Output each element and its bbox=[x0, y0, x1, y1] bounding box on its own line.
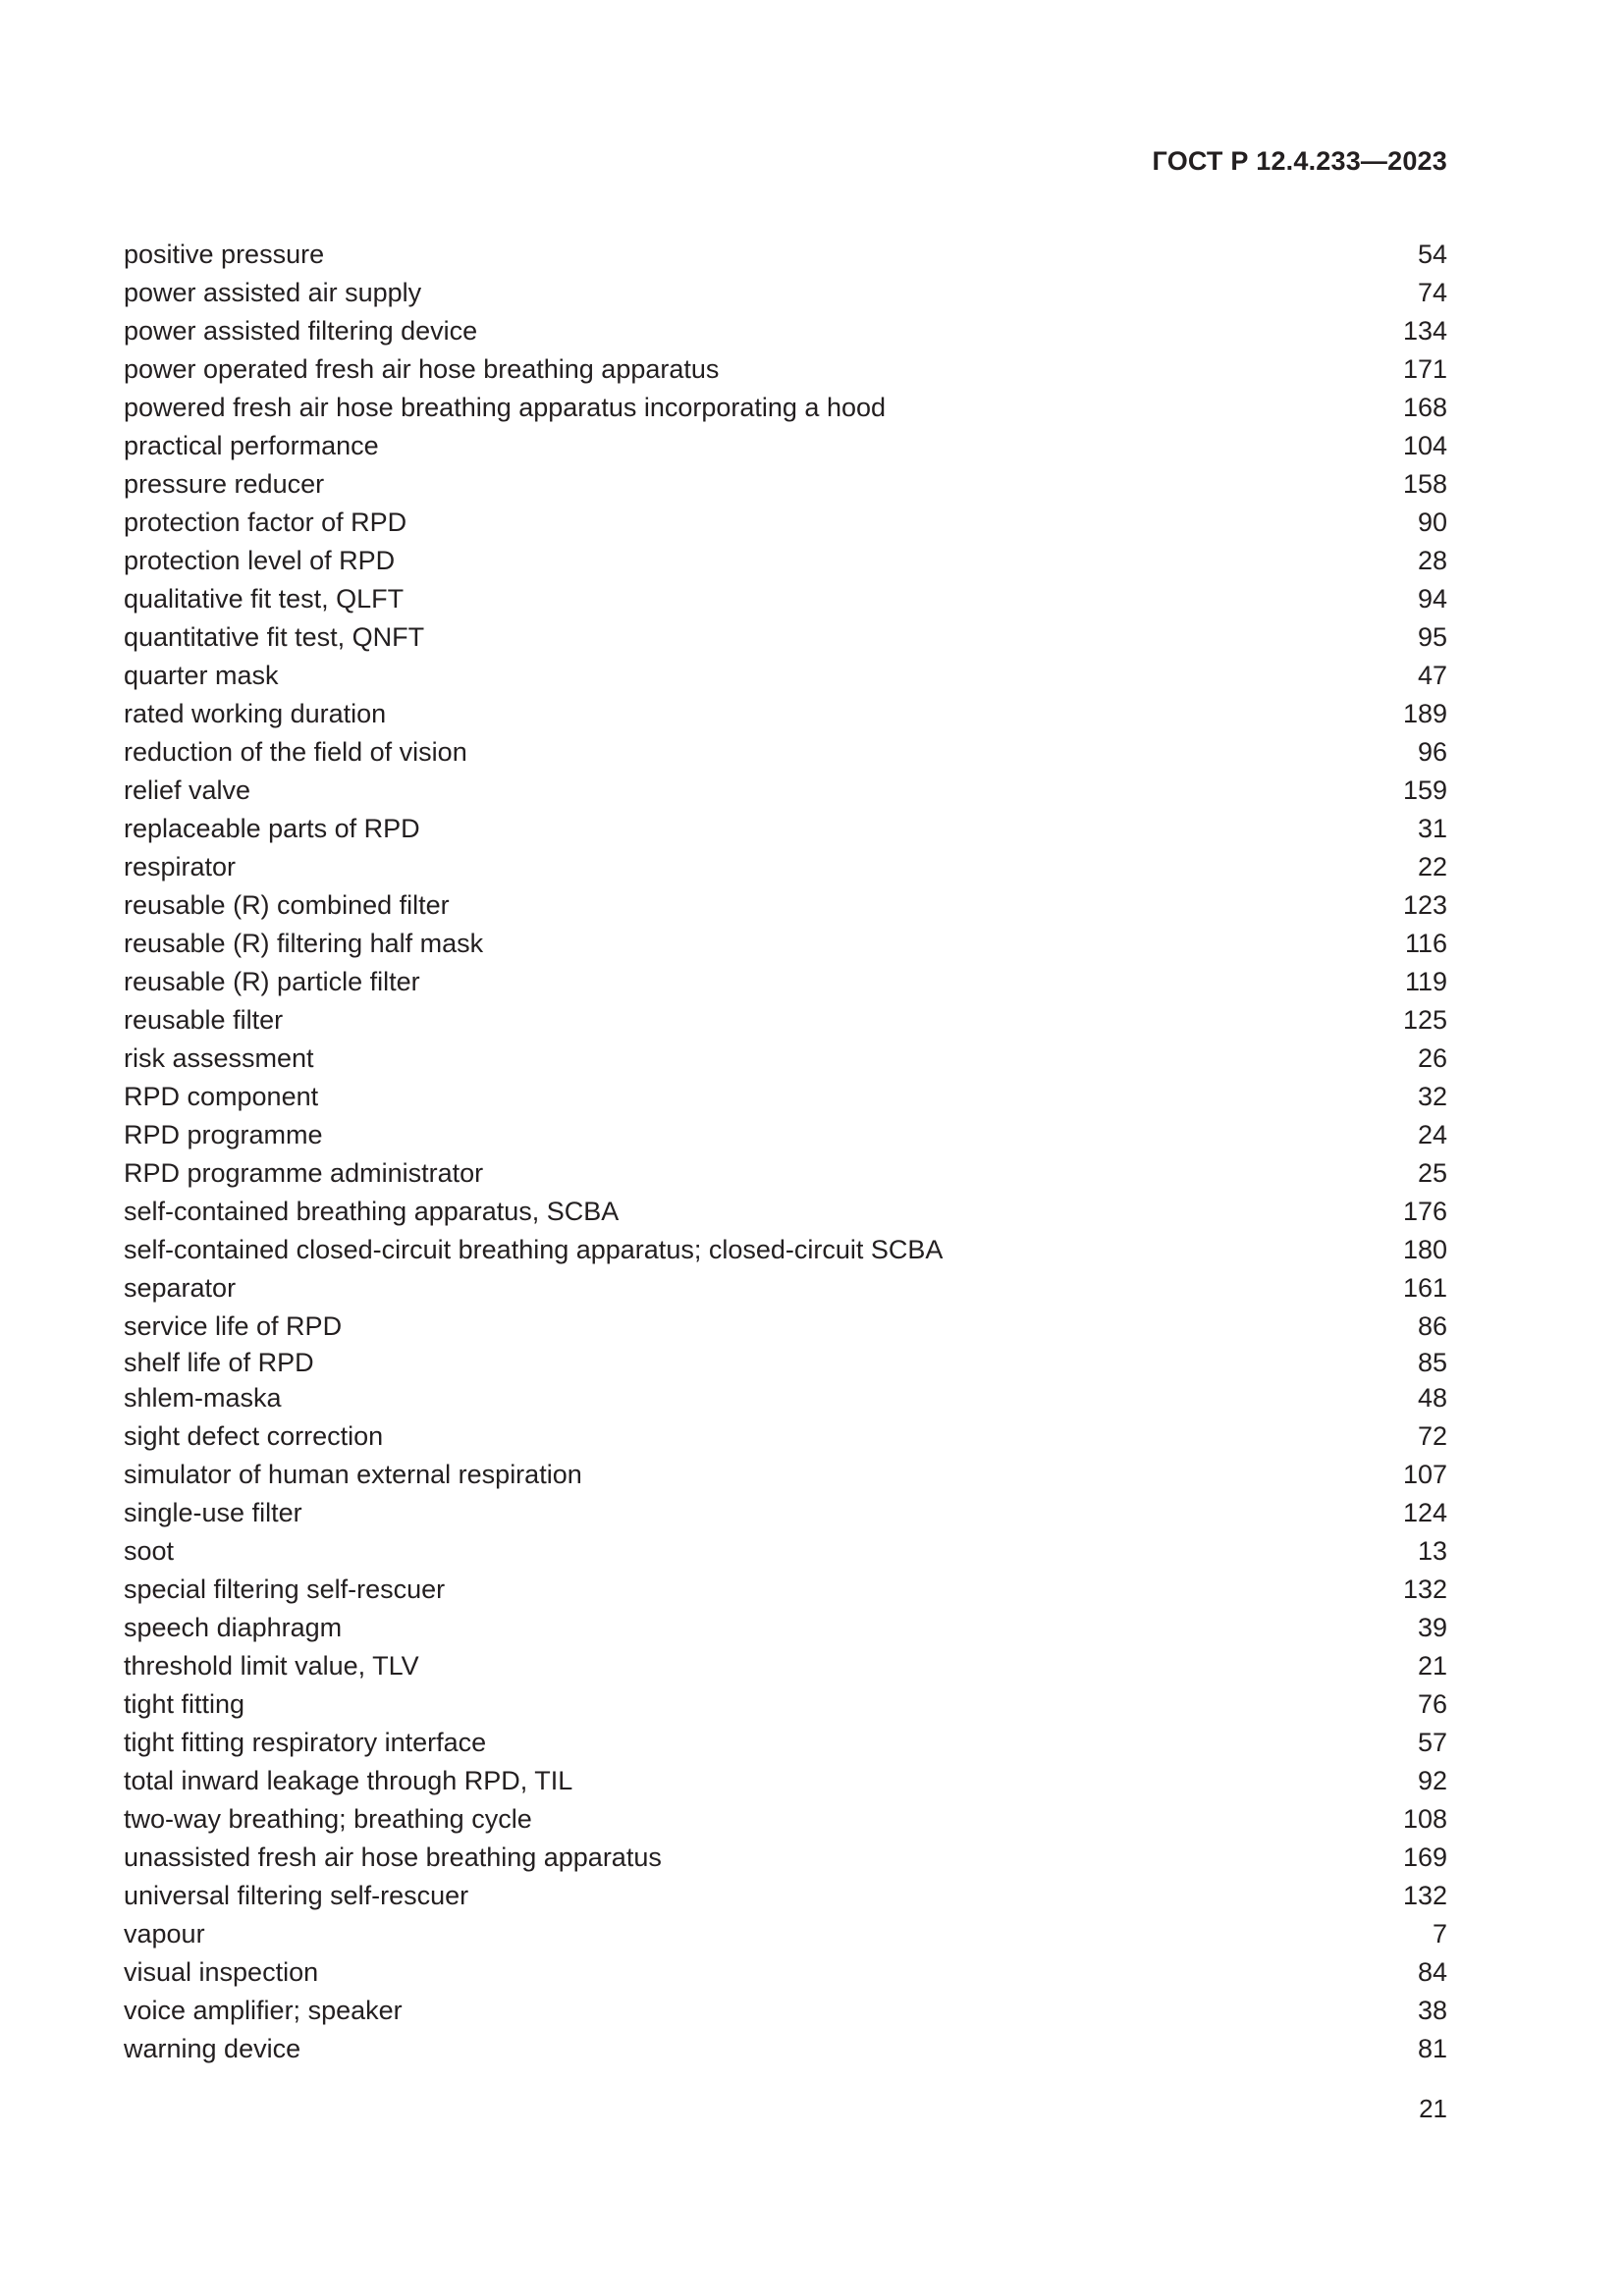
index-term: reusable filter bbox=[124, 1005, 284, 1035]
index-term-number: 169 bbox=[1402, 1842, 1447, 1872]
index-term-number: 76 bbox=[1417, 1689, 1447, 1719]
index-term-number: 123 bbox=[1402, 890, 1447, 920]
index-entry bbox=[124, 1001, 1447, 1040]
index-entry bbox=[124, 1839, 1447, 1877]
index-term-number: 39 bbox=[1417, 1613, 1447, 1642]
index-entry bbox=[124, 504, 1447, 542]
index-entry bbox=[124, 1040, 1447, 1078]
index-term-number: 119 bbox=[1404, 967, 1447, 996]
index-term-number: 7 bbox=[1432, 1919, 1447, 1949]
index-term: risk assessment bbox=[124, 1043, 314, 1073]
index-entry bbox=[124, 1571, 1447, 1609]
index-entry bbox=[124, 733, 1447, 772]
index-entry bbox=[124, 1193, 1447, 1231]
index-entry bbox=[124, 465, 1447, 504]
index-entry bbox=[124, 618, 1447, 657]
index-entry bbox=[124, 772, 1447, 810]
index-entry bbox=[124, 389, 1447, 427]
index-term: quarter mask bbox=[124, 661, 279, 690]
index-term-number: 134 bbox=[1402, 316, 1447, 346]
index-entry bbox=[124, 1269, 1447, 1308]
index-term: RPD programme bbox=[124, 1120, 323, 1149]
index-entry bbox=[124, 1231, 1447, 1269]
index-entry bbox=[124, 963, 1447, 1001]
index-entry bbox=[124, 925, 1447, 963]
index-term: powered fresh air hose breathing apparatus incorporating a hood bbox=[124, 393, 887, 422]
index-entry bbox=[124, 1116, 1447, 1154]
index-term: simulator of human external respiration bbox=[124, 1460, 582, 1489]
document-code: ГОСТ Р 12.4.233—2023 bbox=[1152, 146, 1447, 176]
index-term-number: 31 bbox=[1417, 814, 1447, 843]
index-term-number: 124 bbox=[1402, 1498, 1447, 1527]
index-term: reusable (R) combined filter bbox=[124, 890, 450, 920]
index-term-number: 132 bbox=[1402, 1881, 1447, 1910]
index-term: unassisted fresh air hose breathing apparatus bbox=[124, 1842, 662, 1872]
index-entry bbox=[124, 695, 1447, 733]
index-entry bbox=[124, 1800, 1447, 1839]
index-term-number: 47 bbox=[1417, 661, 1447, 690]
index-term: speech diaphragm bbox=[124, 1613, 343, 1642]
index-entry bbox=[124, 1532, 1447, 1571]
index-entry bbox=[124, 1078, 1447, 1116]
index-entry bbox=[124, 810, 1447, 848]
index-term-number: 21 bbox=[1417, 1651, 1447, 1681]
index-entry bbox=[124, 1379, 1447, 1417]
index-term: universal filtering self-rescuer bbox=[124, 1881, 469, 1910]
index-term-number: 25 bbox=[1417, 1158, 1447, 1188]
index-term-number: 32 bbox=[1417, 1082, 1447, 1111]
index-entry bbox=[124, 848, 1447, 886]
index-term-number: 92 bbox=[1417, 1766, 1447, 1795]
index-term: rated working duration bbox=[124, 699, 387, 728]
index-term-number: 86 bbox=[1417, 1311, 1447, 1341]
index-term-number: 132 bbox=[1402, 1575, 1447, 1604]
index-term-number: 180 bbox=[1402, 1235, 1447, 1264]
index-entry bbox=[124, 1456, 1447, 1494]
index-term: qualitative fit test, QLFT bbox=[124, 584, 405, 614]
index-entry bbox=[124, 1609, 1447, 1647]
index-term: shelf life of RPD bbox=[124, 1348, 314, 1377]
index-term-number: 95 bbox=[1417, 622, 1447, 652]
index-entry bbox=[124, 1308, 1447, 1346]
index-term-number: 159 bbox=[1402, 775, 1447, 805]
index-term-number: 28 bbox=[1417, 546, 1447, 575]
index-entry bbox=[124, 1915, 1447, 1953]
index-term: vapour bbox=[124, 1919, 205, 1949]
index-term-number: 116 bbox=[1404, 929, 1447, 958]
index-term: practical performance bbox=[124, 431, 379, 460]
index-term: replaceable parts of RPD bbox=[124, 814, 420, 843]
index-term-number: 158 bbox=[1402, 469, 1447, 499]
index-entry bbox=[124, 1724, 1447, 1762]
index-term: visual inspection bbox=[124, 1957, 319, 1987]
index-term: RPD component bbox=[124, 1082, 319, 1111]
index-term: sight defect correction bbox=[124, 1421, 384, 1451]
index-term: total inward leakage through RPD, TIL bbox=[124, 1766, 573, 1795]
index-entry bbox=[124, 1647, 1447, 1685]
index-term: protection factor of RPD bbox=[124, 507, 407, 537]
index-term: positive pressure bbox=[124, 240, 325, 269]
index-entry bbox=[124, 1346, 1447, 1379]
index-term: reusable (R) filtering half mask bbox=[124, 929, 484, 958]
index-term-number: 90 bbox=[1417, 507, 1447, 537]
index-term: separator bbox=[124, 1273, 237, 1303]
index-entry bbox=[124, 542, 1447, 580]
index-term-number: 24 bbox=[1417, 1120, 1447, 1149]
index-entry bbox=[124, 1992, 1447, 2030]
index-term: threshold limit value, TLV bbox=[124, 1651, 419, 1681]
index-entry bbox=[124, 886, 1447, 925]
index-term: reusable (R) particle filter bbox=[124, 967, 420, 996]
index-term: quantitative fit test, QNFT bbox=[124, 622, 425, 652]
index-term: soot bbox=[124, 1536, 175, 1566]
index-term-number: 22 bbox=[1417, 852, 1447, 881]
index-entry bbox=[124, 1494, 1447, 1532]
index-term: tight fitting bbox=[124, 1689, 245, 1719]
index-term-number: 81 bbox=[1417, 2034, 1447, 2063]
index-term-number: 48 bbox=[1417, 1383, 1447, 1413]
index-term: service life of RPD bbox=[124, 1311, 343, 1341]
index-entry bbox=[124, 1417, 1447, 1456]
index-term: special filtering self-rescuer bbox=[124, 1575, 446, 1604]
index-term: protection level of RPD bbox=[124, 546, 396, 575]
index-term-number: 38 bbox=[1417, 1996, 1447, 2025]
index-term-number: 168 bbox=[1402, 393, 1447, 422]
index-term: single-use filter bbox=[124, 1498, 302, 1527]
index-term-number: 74 bbox=[1417, 278, 1447, 307]
index-term-number: 94 bbox=[1417, 584, 1447, 614]
index-term: RPD programme administrator bbox=[124, 1158, 484, 1188]
index-term-number: 54 bbox=[1417, 240, 1447, 269]
index-term-number: 84 bbox=[1417, 1957, 1447, 1987]
index-term: two-way breathing; breathing cycle bbox=[124, 1804, 532, 1834]
index-term: reduction of the field of vision bbox=[124, 737, 467, 767]
index-entry bbox=[124, 1877, 1447, 1915]
index-term-number: 26 bbox=[1417, 1043, 1447, 1073]
index-term-number: 189 bbox=[1402, 699, 1447, 728]
index-entry bbox=[124, 1685, 1447, 1724]
index-term: self-contained closed-circuit breathing apparatus; closed-circuit SCBA bbox=[124, 1235, 944, 1264]
index-entry bbox=[124, 427, 1447, 465]
index-entry bbox=[124, 312, 1447, 350]
index-term-number: 108 bbox=[1402, 1804, 1447, 1834]
index-term-number: 72 bbox=[1417, 1421, 1447, 1451]
index-entry bbox=[124, 274, 1447, 312]
index-entry bbox=[124, 1953, 1447, 1992]
index-term-number: 13 bbox=[1417, 1536, 1447, 1566]
index-term-number: 176 bbox=[1402, 1197, 1447, 1226]
index-entry bbox=[124, 2030, 1447, 2068]
index-term-number: 96 bbox=[1417, 737, 1447, 767]
index-term-number: 161 bbox=[1402, 1273, 1447, 1303]
index-term: self-contained breathing apparatus, SCBA bbox=[124, 1197, 620, 1226]
index-term-number: 85 bbox=[1417, 1348, 1447, 1377]
index-term-number: 171 bbox=[1402, 354, 1447, 384]
index-term: tight fitting respiratory interface bbox=[124, 1728, 487, 1757]
index-entry bbox=[124, 350, 1447, 389]
index-term: voice amplifier; speaker bbox=[124, 1996, 403, 2025]
index-term-number: 107 bbox=[1402, 1460, 1447, 1489]
index-term: warning device bbox=[124, 2034, 301, 2063]
index-term-number: 57 bbox=[1417, 1728, 1447, 1757]
index-entry bbox=[124, 236, 1447, 274]
index-term-number: 125 bbox=[1402, 1005, 1447, 1035]
index-entry bbox=[124, 657, 1447, 695]
index-term: power assisted filtering device bbox=[124, 316, 478, 346]
term-index-list bbox=[124, 236, 1447, 2068]
index-term: power assisted air supply bbox=[124, 278, 422, 307]
index-term: respirator bbox=[124, 852, 237, 881]
index-term-number: 104 bbox=[1402, 431, 1447, 460]
index-term: relief valve bbox=[124, 775, 251, 805]
index-entry bbox=[124, 1154, 1447, 1193]
index-entry bbox=[124, 580, 1447, 618]
index-term: shlem-maska bbox=[124, 1383, 282, 1413]
index-term: power operated fresh air hose breathing apparatus bbox=[124, 354, 720, 384]
page-number: 21 bbox=[1419, 2094, 1447, 2123]
index-entry bbox=[124, 1762, 1447, 1800]
index-term: pressure reducer bbox=[124, 469, 325, 499]
